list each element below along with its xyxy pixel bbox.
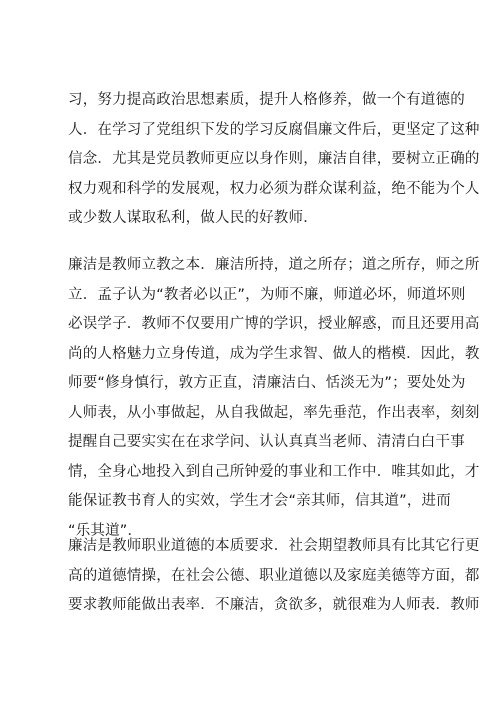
paragraph-1 [68,86,480,234]
text-line: 人．在学习了党组织下发的学习反腐倡廉文件后，更坚定了这种 [68,121,480,138]
text-line: 必误学子．教师不仅要用广博的学识，授业解惑，而且还要用高 [68,316,480,332]
text-line: 廉洁是教师职业道德的本质要求．社会期望教师具有比其它行更 [68,538,480,554]
text-line: 师要“修身慎行，敦方正直，清廉洁白、恬淡无为”；要处处为 [68,375,466,391]
text-line: 高的道德情操，在社会公德、职业道德以及家庭美德等方面，都 [68,567,480,584]
text-line: 要求教师能做出表率．不廉洁，贪欲多，就很难为人师表．教师 [68,597,480,613]
text-line: 能保证教书育人的实效，学生才会“亲其师，信其道”，进而 [68,493,451,509]
text-line: 尚的人格魅力立身传道，成为学生求智、做人的楷模．因此，教 [68,345,480,362]
text-line: “乐其道”． [68,522,143,539]
paragraph-3 [68,532,480,621]
text-line: 人师表，从小事做起，从自我做起，率先垂范，作出表率，刻刻 [68,404,480,421]
text-line: 习，努力提高政治思想素质，提升人格修养，做一个有道德的 [68,92,465,108]
text-line: 廉洁是教师立教之本．廉洁所持，道之所存；道之所存，师之所 [68,257,480,273]
text-line: 立．孟子认为“教者必以正”，为师不廉，师道必坏，师道坏则 [68,286,466,303]
text-line: 信念．尤其是党员教师更应以身作则，廉洁自律，要树立正确的 [68,151,480,167]
text-line: 提醒自己要实实在在求学问、认认真真当老师、清清白白干事 [68,434,465,450]
text-line: 或少数人谋取私利，做人民的好教师． [68,210,318,226]
text-line: 权力观和科学的发展观，权力必须为群众谋利益，绝不能为个人 [68,180,480,197]
text-line: 情，全身心地投入到自己所钟爱的事业和工作中．唯其如此，才 [68,463,480,480]
